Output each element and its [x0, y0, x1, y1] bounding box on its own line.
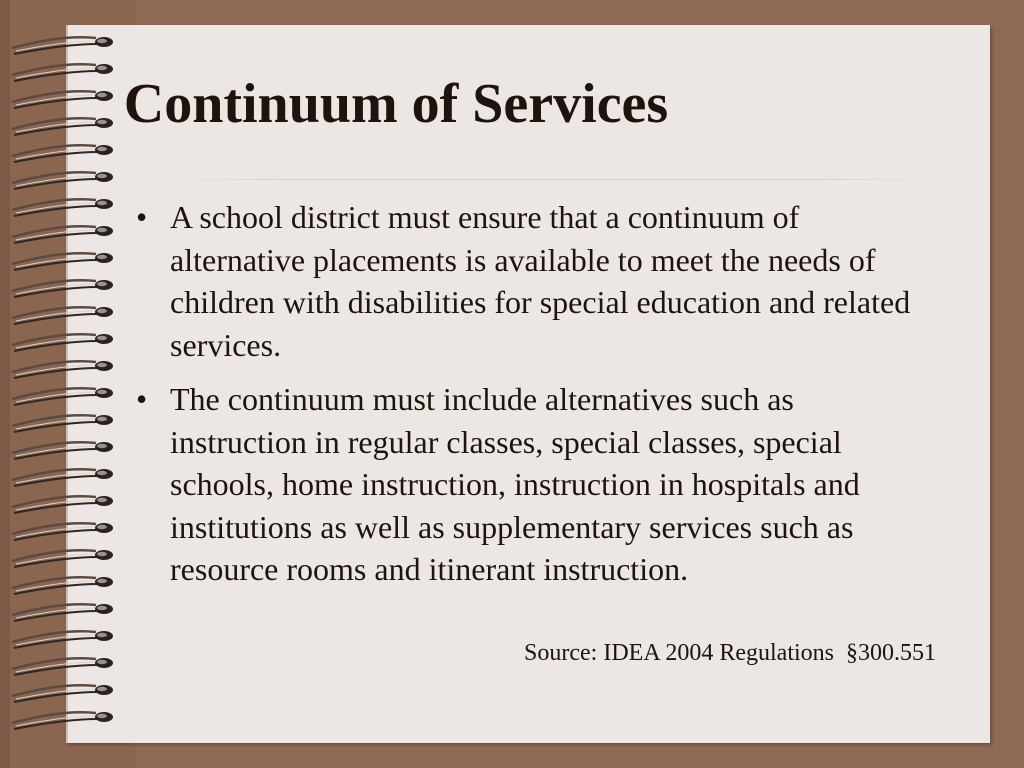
- spiral-ring: [12, 226, 113, 243]
- bullet-text: The continuum must include alternatives such as instruction in regular classes, special classes, special schools, home instruction, instruction in hospitals and institutions as well as supplementary services such as resource rooms and itinerant instruction.: [170, 381, 860, 587]
- spiral-ring: [12, 388, 113, 405]
- spiral-ring: [12, 37, 113, 54]
- bullet-item: [128, 196, 938, 366]
- spiral-binding-icon: [8, 30, 118, 750]
- spiral-ring: [12, 145, 113, 162]
- spiral-ring: [12, 280, 113, 297]
- bullet-list: [128, 196, 938, 591]
- spiral-ring: [12, 334, 113, 351]
- bullet-item: [128, 378, 938, 591]
- spiral-ring: [12, 253, 113, 270]
- bullet-text: A school district must ensure that a continuum of alternative placements is available to meet the needs of children with disabilities for special education and related services.: [170, 199, 911, 363]
- bullet-icon: •: [136, 199, 148, 235]
- spiral-ring: [12, 469, 113, 486]
- spiral-ring: [12, 442, 113, 459]
- spiral-ring: [12, 307, 113, 324]
- title-divider: [130, 179, 972, 180]
- spiral-ring: [12, 685, 113, 702]
- spiral-ring: [12, 631, 113, 648]
- source-citation: Source: IDEA 2004 Regulations §300.551: [524, 640, 936, 666]
- spiral-ring: [12, 604, 113, 621]
- spiral-ring: [12, 523, 113, 540]
- slide-title: [0, 72, 926, 136]
- spiral-ring: [12, 550, 113, 567]
- spiral-ring: [12, 658, 113, 675]
- spiral-ring: [12, 199, 113, 216]
- spiral-ring: [12, 415, 113, 432]
- slide-title-text: Continuum of Services: [123, 73, 669, 135]
- slide-body: [128, 196, 938, 603]
- spiral-ring: [12, 496, 113, 513]
- bullet-icon: •: [136, 381, 148, 417]
- spiral-ring: [12, 577, 113, 594]
- spiral-ring: [12, 361, 113, 378]
- spiral-ring: [12, 712, 113, 729]
- spiral-ring: [12, 172, 113, 189]
